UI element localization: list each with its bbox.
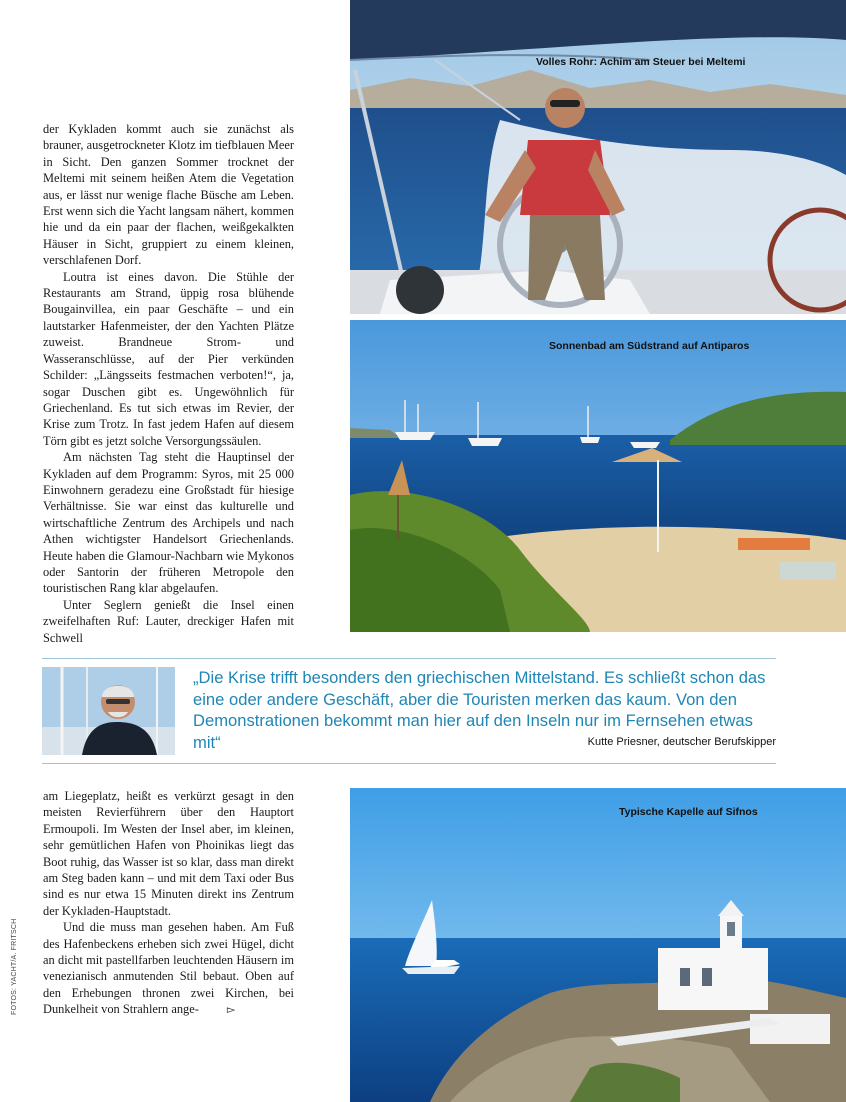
continue-arrow-icon: ▻: [226, 1003, 236, 1017]
photo-helmsman: [350, 0, 846, 314]
article-column-bottom: [43, 788, 294, 1019]
article-column-top: [43, 121, 294, 646]
photo-chapel: [350, 788, 846, 1102]
paragraph-text: Und die muss man gesehen haben. Am Fuß des Hafenbeckens erheben sich zwei Hügel, dicht an dicht mit pastellfarben leuchtenden Häusern im venezianisch anmutenden Stil bebaut. Oben auf den Erhebungen thronen zwei Kirchen, bei Dunkelheit von Strahlern ange-: [43, 920, 294, 1017]
quote-text: „Die Krise trifft besonders den griechischen Mittelstand. Es schließt schon das eine oder andere Geschäft, aber die Touristen merken das kaum. Von den Demonstrationen bekommt man hier auf den Inseln nur im Fernsehen etwas mit“: [193, 668, 766, 752]
caption-chapel: Typische Kapelle auf Sifnos: [619, 806, 758, 818]
pull-quote: [42, 658, 776, 764]
caption-beach: Sonnenbad am Südstrand auf Antiparos: [549, 340, 750, 352]
caption-helmsman: Volles Rohr: Achim am Steuer bei Meltemi: [536, 56, 746, 68]
photo-credit: FOTOS: YACHT/A. FRITSCH: [11, 918, 18, 1015]
quote-author: Kutte Priesner, deutscher Berufskipper: [587, 736, 776, 748]
portrait-photo: [42, 667, 175, 755]
paragraph: am Liegeplatz, heißt es verkürzt gesagt in den meisten Revierführern über den Hauptort Ermoupoli. Im Westen der Insel aber, im kleinen, sehr gemütlichen Hafen von Phoinikas liegt das Boot ruhig, das Wasser ist so klar, dass man direkt am Steg baden kann – und mit dem Taxi oder Bus sind es nur etwa 15 Minuten direkt ins Zentrum der Kykladen-Hauptstadt.: [43, 789, 294, 918]
photo-beach: [350, 320, 846, 632]
paragraph: Loutra ist eines davon. Die Stühle der Restaurants am Strand, üppig rosa blühende Bougainvillea, ein paar Geschäfte – und ein lautstarker Hafenmeister, der den Yachten Plätze zuweist. Brandneue Strom- und Wasseranschlüsse, auf der Pier verkünden Schilder: „Längsseits festmachen verboten!“, ja, sogar Duschen gibt es. Ungewöhnlich für Griechenland. Es tut sich etwas im Revier, der Krise zum Trotz. In fast jedem Hafen auf diesem Törn gibt es jetzt solche Versorgungssäulen.: [43, 269, 294, 448]
paragraph: der Kykladen kommt auch sie zunächst als brauner, ausgetrockneter Klotz im tiefblauen Meer in Sicht. Den ganzen Sommer trocknet der Meltemi mit seinem heißen Atem die Vegetation aus, er lässt nur wenige flache Büsche am Leben. Erst wenn sich die Yacht langsam nähert, kommen hie und da ein paar der flachen, weißgekalkten Häuser in Sicht, gruppiert zu einem kleinen, verschlafenen Dorf.: [43, 122, 294, 268]
paragraph: Unter Seglern genießt die Insel einen zweifelhaften Ruf: Lauter, dreckiger Hafen mit Schwell: [43, 597, 294, 645]
paragraph: Am nächsten Tag steht die Hauptinsel der Kykladen auf dem Programm: Syros, mit 25 000 Einwohnern geradezu eine Großstadt für hiesige Verhältnisse. Sie war einst das kulturelle und wirtschaftliche Zentrum des Archipels und nach Athen wichtigster Handelsort Griechenlands. Heute haben die Glamour-Nachbarn wie Mykonos oder Santorin der früheren Metropole den touristischen Rang klar abgelaufen.: [43, 450, 294, 596]
paragraph: [43, 919, 294, 1018]
